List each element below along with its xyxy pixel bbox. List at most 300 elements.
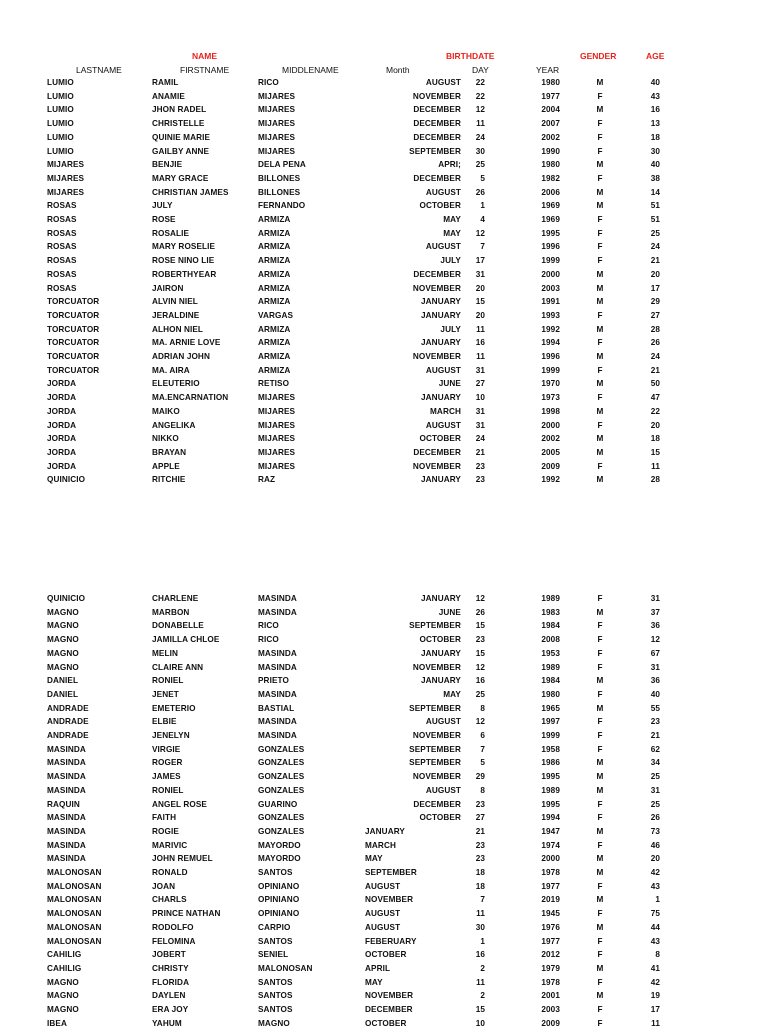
day-cell: 5 [480, 173, 485, 183]
firstname-cell: CHRISTIAN JAMES [152, 187, 229, 197]
gender-cell: F [597, 242, 603, 252]
table-row [0, 702, 768, 716]
firstname-cell: NIKKO [152, 434, 179, 444]
month-cell: SEPTEMBER [409, 744, 461, 754]
age-cell: 17 [650, 1005, 660, 1014]
gender-cell: M [596, 406, 604, 416]
table-row [0, 364, 768, 378]
day-cell: 25 [475, 689, 485, 699]
month-cell: MAY [365, 854, 383, 864]
firstname-cell: JOAN [152, 881, 176, 891]
year-cell: 1993 [541, 310, 560, 320]
year-cell: 2012 [541, 950, 560, 960]
firstname-cell: CHARLENE [152, 594, 199, 603]
middlename-cell: SANTOS [258, 868, 293, 877]
day-cell: 11 [476, 909, 485, 919]
month-cell: SEPTEMBER [409, 146, 461, 156]
lastname-cell: MIJARES [47, 173, 85, 183]
table-row [0, 377, 768, 391]
day-cell: 1 [480, 936, 485, 946]
day-cell: 17 [475, 256, 485, 266]
month-cell: MAY [443, 689, 461, 699]
middlename-cell: MALONOSAN [258, 963, 313, 973]
table-row [0, 446, 768, 460]
middlename-cell: MIJARES [258, 420, 296, 430]
table-row [0, 90, 768, 104]
middlename-cell: RICO [258, 635, 279, 645]
lastname-cell: TORCUATOR [47, 324, 100, 334]
day-cell: 11 [476, 119, 485, 129]
year-cell: 1999 [541, 731, 560, 740]
year-cell: 1969 [541, 215, 560, 224]
age-cell: 21 [650, 731, 660, 740]
middlename-cell: GONZALES [258, 785, 305, 795]
firstname-cell: RITCHIE [152, 475, 186, 485]
day-cell: 22 [475, 78, 485, 87]
lastname-cell: MALONOSAN [47, 909, 102, 919]
lastname-cell: MASINDA [47, 744, 86, 754]
year-cell: 2000 [541, 854, 560, 864]
year-cell: 2000 [541, 420, 560, 430]
firstname-cell: JAMILLA CHLOE [152, 635, 220, 645]
month-cell: SEPTEMBER [409, 621, 461, 631]
year-cell: 1973 [541, 393, 560, 403]
day-cell: 26 [475, 607, 485, 617]
year-cell: 1990 [541, 146, 560, 156]
gender-cell: M [596, 269, 604, 279]
age-cell: 42 [650, 868, 660, 877]
year-cell: 1980 [541, 78, 560, 87]
firstname-cell: MA. ARNIE LOVE [152, 338, 221, 348]
lastname-cell: ROSAS [47, 201, 77, 211]
gender-cell: M [596, 201, 604, 211]
table-row [0, 921, 768, 935]
gender-cell: F [597, 338, 603, 348]
age-cell: 18 [650, 132, 660, 142]
month-cell: NOVEMBER [412, 91, 461, 101]
age-cell: 31 [650, 785, 660, 795]
gender-cell: F [597, 119, 603, 129]
lastname-cell: MAGNO [47, 991, 79, 1001]
month-cell: NOVEMBER [412, 662, 461, 672]
lastname-cell: MASINDA [47, 758, 86, 768]
year-cell: 2006 [541, 187, 560, 197]
table-row [0, 1003, 768, 1017]
middlename-cell: GONZALES [258, 826, 305, 836]
table-row [0, 158, 768, 172]
day-cell: 31 [475, 269, 485, 279]
gender-cell: M [596, 160, 604, 170]
header-gender: GENDER [580, 51, 617, 61]
year-cell: 1989 [541, 662, 560, 672]
age-cell: 18 [650, 434, 660, 444]
middlename-cell: GONZALES [258, 758, 305, 768]
table-row [0, 619, 768, 633]
middlename-cell: BASTIAL [258, 703, 295, 713]
middlename-cell: GONZALES [258, 813, 305, 823]
age-cell: 36 [650, 676, 660, 686]
lastname-cell: JORDA [47, 420, 77, 430]
age-cell: 17 [650, 283, 660, 293]
gender-cell: F [597, 799, 603, 809]
year-cell: 1977 [541, 91, 560, 101]
day-cell: 31 [475, 365, 485, 375]
table-row [0, 186, 768, 200]
gender-cell: F [597, 881, 603, 891]
month-cell: MAY [443, 215, 461, 224]
age-cell: 37 [650, 607, 660, 617]
month-cell: NOVEMBER [412, 772, 461, 782]
table-row [0, 240, 768, 254]
table-row [0, 199, 768, 213]
firstname-cell: CLAIRE ANN [152, 662, 204, 672]
firstname-cell: EMETERIO [152, 703, 196, 713]
age-cell: 28 [650, 475, 660, 485]
middlename-cell: DELA PENA [258, 160, 306, 170]
middlename-cell: GONZALES [258, 772, 305, 782]
day-cell: 20 [475, 283, 485, 293]
age-cell: 21 [650, 365, 660, 375]
table-row [0, 784, 768, 798]
table-row [0, 633, 768, 647]
lastname-cell: LUMIO [47, 78, 74, 87]
month-cell: APRIL [365, 963, 391, 973]
col-firstname: FIRSTNAME [180, 65, 230, 75]
lastname-cell: MASINDA [47, 826, 86, 836]
table-row [0, 880, 768, 894]
lastname-cell: RAQUIN [47, 799, 80, 809]
gender-cell: M [596, 758, 604, 768]
month-cell: DECEMBER [365, 1005, 413, 1014]
year-cell: 2019 [541, 895, 560, 905]
lastname-cell: DANIEL [47, 676, 79, 686]
month-cell: AUGUST [365, 922, 401, 932]
firstname-cell: MARY ROSELIE [152, 242, 216, 252]
month-cell: SEPTEMBER [409, 758, 461, 768]
firstname-cell: CHARLS [152, 895, 187, 905]
year-cell: 2002 [541, 434, 560, 444]
gender-cell: M [596, 297, 604, 307]
age-cell: 30 [650, 146, 660, 156]
year-cell: 1995 [541, 799, 560, 809]
age-cell: 19 [650, 991, 660, 1001]
age-cell: 41 [650, 963, 660, 973]
firstname-cell: VIRGIE [152, 744, 181, 754]
lastname-cell: JORDA [47, 461, 77, 471]
age-cell: 25 [650, 772, 660, 782]
table-row [0, 770, 768, 784]
table-row [0, 743, 768, 757]
middlename-cell: MASINDA [258, 594, 297, 603]
firstname-cell: ALVIN NIEL [152, 297, 198, 307]
month-cell: DECEMBER [413, 799, 461, 809]
table-row [0, 432, 768, 446]
firstname-cell: ROSE NINO LIE [152, 256, 215, 266]
day-cell: 12 [475, 717, 485, 727]
lastname-cell: QUINICIO [47, 475, 86, 485]
day-cell: 15 [475, 297, 485, 307]
year-cell: 1977 [541, 881, 560, 891]
age-cell: 50 [650, 379, 660, 389]
month-cell: AUGUST [365, 881, 401, 891]
age-cell: 51 [650, 201, 660, 211]
month-cell: OCTOBER [419, 635, 461, 645]
age-cell: 40 [650, 160, 660, 170]
gender-cell: F [597, 717, 603, 727]
lastname-cell: ROSAS [47, 256, 77, 266]
col-lastname: LASTNAME [76, 65, 122, 75]
lastname-cell: LUMIO [47, 132, 74, 142]
day-cell: 23 [475, 799, 485, 809]
middlename-cell: MAGNO [258, 1018, 290, 1028]
table-row [0, 592, 768, 606]
age-cell: 26 [650, 813, 660, 823]
day-cell: 12 [475, 228, 485, 238]
year-cell: 1999 [541, 256, 560, 266]
middlename-cell: ARMIZA [258, 365, 291, 375]
table-row [0, 729, 768, 743]
month-cell: MARCH [365, 840, 396, 850]
lastname-cell: MALONOSAN [47, 895, 102, 905]
gender-cell: F [597, 635, 603, 645]
lastname-cell: ANDRADE [47, 717, 89, 727]
middlename-cell: MIJARES [258, 146, 296, 156]
firstname-cell: ROSE [152, 215, 176, 224]
year-cell: 1976 [541, 922, 560, 932]
lastname-cell: JORDA [47, 406, 77, 416]
middlename-cell: OPINIANO [258, 909, 300, 919]
month-cell: NOVEMBER [412, 352, 461, 361]
middlename-cell: MIJARES [258, 406, 296, 416]
month-cell: DECEMBER [413, 173, 461, 183]
gender-cell: M [596, 772, 604, 782]
year-cell: 1945 [541, 909, 560, 919]
gender-cell: F [597, 228, 603, 238]
table-row [0, 76, 768, 90]
month-cell: AUGUST [425, 717, 461, 727]
age-cell: 62 [650, 744, 660, 754]
firstname-cell: MARIVIC [152, 840, 188, 850]
day-cell: 4 [480, 215, 485, 224]
lastname-cell: IBEA [47, 1018, 67, 1028]
header-age: AGE [646, 51, 665, 61]
gender-cell: F [597, 146, 603, 156]
day-cell: 24 [475, 132, 485, 142]
year-cell: 2008 [541, 635, 560, 645]
middlename-cell: MIJARES [258, 393, 296, 403]
lastname-cell: ROSAS [47, 228, 77, 238]
age-cell: 75 [650, 909, 660, 919]
month-cell: AUGUST [425, 187, 461, 197]
gender-cell: M [596, 434, 604, 444]
col-month: Month [386, 65, 410, 75]
day-cell: 10 [475, 393, 485, 403]
age-cell: 28 [650, 324, 660, 334]
table-row [0, 661, 768, 675]
table-row [0, 715, 768, 729]
firstname-cell: FLORIDA [152, 977, 190, 987]
firstname-cell: FAITH [152, 813, 177, 823]
age-cell: 27 [650, 310, 660, 320]
day-cell: 12 [475, 594, 485, 603]
firstname-cell: RONIEL [152, 676, 184, 686]
age-cell: 55 [650, 703, 660, 713]
col-year: YEAR [536, 65, 560, 75]
table-row [0, 268, 768, 282]
firstname-cell: ELEUTERIO [152, 379, 200, 389]
day-cell: 11 [476, 324, 485, 334]
firstname-cell: JERALDINE [152, 310, 200, 320]
firstname-cell: ALHON NIEL [152, 324, 204, 334]
firstname-cell: ROGER [152, 758, 183, 768]
lastname-cell: MIJARES [47, 187, 85, 197]
month-cell: JANUARY [421, 648, 461, 658]
lastname-cell: ANDRADE [47, 703, 89, 713]
firstname-cell: ROBERTHYEAR [152, 269, 217, 279]
middlename-cell: ARMIZA [258, 352, 291, 361]
year-cell: 2009 [541, 1018, 560, 1028]
table-row [0, 935, 768, 949]
table-row [0, 866, 768, 880]
gender-cell: F [597, 256, 603, 266]
month-cell: OCTOBER [365, 950, 407, 960]
month-cell: JANUARY [421, 676, 461, 686]
table-row [0, 131, 768, 145]
gender-cell: M [596, 78, 604, 87]
gender-cell: M [596, 854, 604, 864]
firstname-cell: FELOMINA [152, 936, 196, 946]
table-row [0, 825, 768, 839]
lastname-cell: MAGNO [47, 1005, 79, 1014]
age-cell: 43 [650, 881, 660, 891]
year-cell: 1989 [541, 594, 560, 603]
lastname-cell: LUMIO [47, 91, 74, 101]
month-cell: AUGUST [425, 78, 461, 87]
table-row [0, 172, 768, 186]
year-cell: 1980 [541, 689, 560, 699]
gender-cell: F [597, 936, 603, 946]
middlename-cell: VARGAS [258, 310, 294, 320]
day-cell: 16 [475, 338, 485, 348]
age-cell: 25 [650, 228, 660, 238]
month-cell: MAY [443, 228, 461, 238]
day-cell: 21 [475, 447, 485, 457]
day-cell: 23 [475, 854, 485, 864]
year-cell: 2007 [541, 119, 560, 129]
day-cell: 5 [480, 758, 485, 768]
age-cell: 1 [655, 895, 660, 905]
lastname-cell: MALONOSAN [47, 881, 102, 891]
gender-cell: F [597, 662, 603, 672]
age-cell: 26 [650, 338, 660, 348]
firstname-cell: ANGELIKA [152, 420, 196, 430]
gender-cell: M [596, 676, 604, 686]
day-cell: 26 [475, 187, 485, 197]
month-cell: FEBERUARY [365, 936, 417, 946]
day-cell: 23 [475, 840, 485, 850]
middlename-cell: ARMIZA [258, 324, 291, 334]
age-cell: 8 [655, 950, 660, 960]
month-cell: OCTOBER [419, 813, 461, 823]
month-cell: JUNE [438, 379, 461, 389]
day-cell: 31 [475, 420, 485, 430]
month-cell: MARCH [430, 406, 461, 416]
month-cell: OCTOBER [365, 1018, 407, 1028]
firstname-cell: ROSALIE [152, 228, 190, 238]
firstname-cell: MAIKO [152, 406, 180, 416]
month-cell: JULY [440, 324, 461, 334]
table-row [0, 323, 768, 337]
gender-cell: F [597, 91, 603, 101]
lastname-cell: ROSAS [47, 242, 77, 252]
lastname-cell: CAHILIG [47, 963, 82, 973]
year-cell: 1986 [541, 758, 560, 768]
age-cell: 38 [650, 173, 660, 183]
lastname-cell: MASINDA [47, 840, 86, 850]
firstname-cell: CHRISTELLE [152, 119, 205, 129]
year-cell: 1996 [541, 242, 560, 252]
year-cell: 1999 [541, 365, 560, 375]
middlename-cell: ARMIZA [258, 338, 291, 348]
year-cell: 1969 [541, 201, 560, 211]
day-cell: 16 [475, 950, 485, 960]
month-cell: JUNE [438, 607, 461, 617]
firstname-cell: JENET [152, 689, 179, 699]
month-cell: JANUARY [421, 310, 461, 320]
table-row [0, 227, 768, 241]
table-row [0, 907, 768, 921]
day-cell: 6 [480, 731, 485, 740]
age-cell: 29 [650, 297, 660, 307]
lastname-cell: MASINDA [47, 813, 86, 823]
middlename-cell: ARMIZA [258, 269, 291, 279]
year-cell: 1992 [541, 475, 560, 485]
middlename-cell: ARMIZA [258, 228, 291, 238]
age-cell: 25 [650, 799, 660, 809]
table-row [0, 756, 768, 770]
age-cell: 11 [651, 1018, 660, 1028]
gender-cell: F [597, 813, 603, 823]
gender-cell: F [597, 215, 603, 224]
middlename-cell: BILLONES [258, 173, 301, 183]
firstname-cell: JHON RADEL [152, 105, 207, 115]
lastname-cell: MALONOSAN [47, 936, 102, 946]
lastname-cell: MAGNO [47, 635, 79, 645]
age-cell: 40 [650, 689, 660, 699]
gender-cell: F [597, 909, 603, 919]
year-cell: 2009 [541, 461, 560, 471]
gender-cell: F [597, 132, 603, 142]
table-row [0, 798, 768, 812]
header-birthdate: BIRTHDATE [446, 51, 495, 61]
middlename-cell: RETISO [258, 379, 290, 389]
gender-cell: M [596, 826, 604, 836]
year-cell: 1994 [541, 338, 560, 348]
table-row [0, 893, 768, 907]
lastname-cell: MALONOSAN [47, 922, 102, 932]
gender-cell: M [596, 447, 604, 457]
middlename-cell: BILLONES [258, 187, 301, 197]
gender-cell: F [597, 950, 603, 960]
day-cell: 31 [475, 406, 485, 416]
middlename-cell: ARMIZA [258, 215, 291, 224]
day-cell: 1 [480, 201, 485, 211]
gender-cell: M [596, 785, 604, 795]
gender-cell: M [596, 922, 604, 932]
gender-cell: M [596, 963, 604, 973]
table-row [0, 309, 768, 323]
year-cell: 1984 [541, 676, 560, 686]
